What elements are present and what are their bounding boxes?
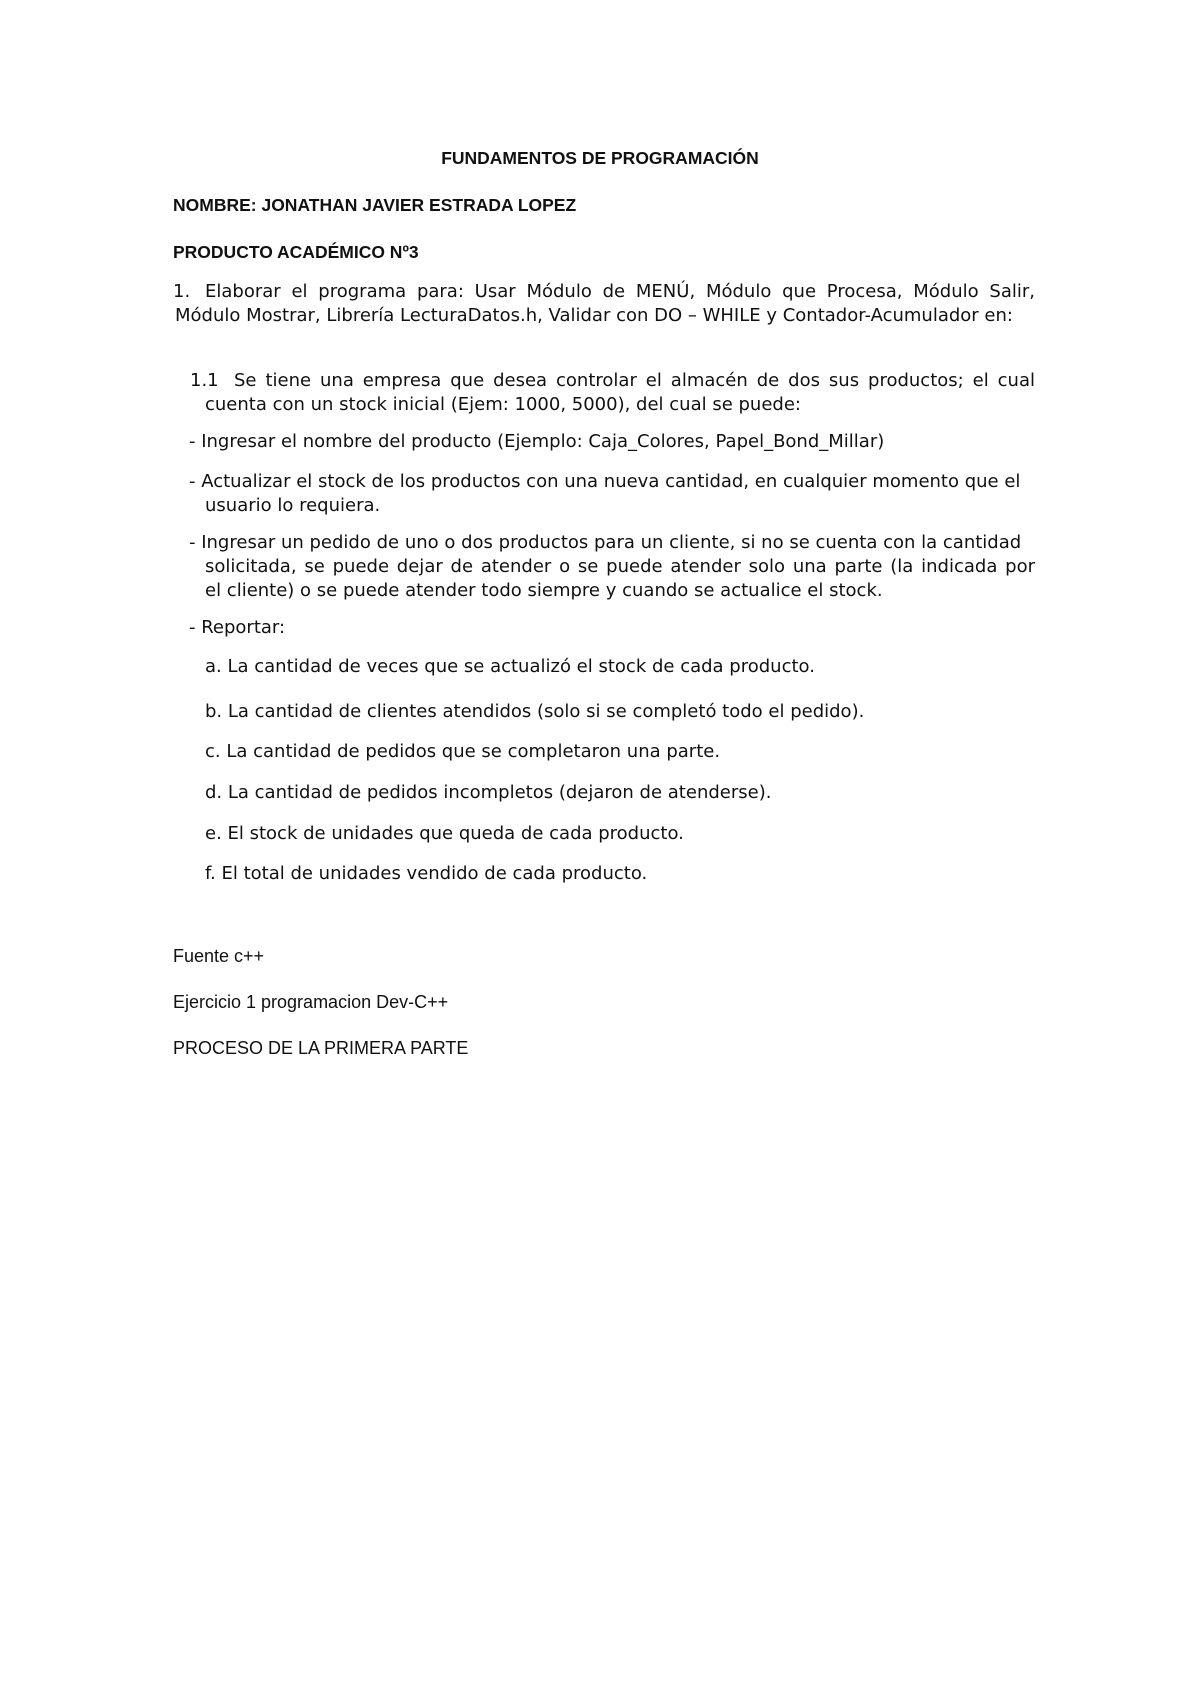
bullet-pedido-justified — [205, 555, 1035, 579]
report-item-f: f. El total de unidades vendido de cada producto. — [205, 863, 648, 884]
item-1-1-line-1: Se tiene una empresa que desea controlar el almacén de dos sus productos; el cual — [234, 370, 1035, 391]
item-1-text — [205, 280, 1035, 304]
product-heading: PRODUCTO ACADÉMICO Nº3 — [173, 242, 419, 262]
item-1-1-line-2: cuenta con un stock inicial (Ejem: 1000, 5000), del cual se puede: — [205, 394, 801, 415]
item-1-line-2: Módulo Mostrar, Librería LecturaDatos.h, Validar con DO – WHILE y Contador-Acumulador en: — [175, 305, 1013, 326]
report-item-c: c. La cantidad de pedidos que se completaron una parte. — [205, 741, 721, 762]
bullet-ingresar-nombre: - Ingresar el nombre del producto (Ejemplo: Caja_Colores, Papel_Bond_Millar) — [189, 431, 885, 452]
bullet-pedido-line-1: - Ingresar un pedido de uno o dos productos para un cliente, si no se cuenta con la cantidad — [189, 532, 1022, 553]
report-item-e: e. El stock de unidades que queda de cada producto. — [205, 823, 684, 844]
bullet-pedido-line-3: el cliente) o se puede atender todo siempre y cuando se actualice el stock. — [205, 580, 883, 601]
bullet-reportar: - Reportar: — [189, 617, 286, 638]
footer-fuente: Fuente c++ — [173, 946, 265, 966]
student-name: NOMBRE: JONATHAN JAVIER ESTRADA LOPEZ — [173, 195, 577, 215]
bullet-pedido-line-2: solicitada, se puede dejar de atender o se puede atender solo una parte (la indicada por — [205, 556, 1035, 577]
bullet-actualizar-line-1: - Actualizar el stock de los productos con una nueva cantidad, en cualquier momento que el — [189, 471, 1021, 492]
item-1-line-1: Elaborar el programa para: Usar Módulo de MENÚ, Módulo que Procesa, Módulo Salir, — [205, 281, 1035, 302]
bullet-actualizar-line-2: usuario lo requiera. — [205, 495, 381, 516]
report-item-b: b. La cantidad de clientes atendidos (solo si se completó todo el pedido). — [205, 701, 865, 722]
report-item-d: d. La cantidad de pedidos incompletos (dejaron de atenderse). — [205, 782, 772, 803]
item-1-number: 1. — [173, 281, 191, 302]
report-item-a: a. La cantidad de veces que se actualizó el stock de cada producto. — [205, 656, 815, 677]
item-1-1-text — [234, 369, 1035, 393]
document-title: FUNDAMENTOS DE PROGRAMACIÓN — [441, 148, 759, 168]
item-1-1-number: 1.1 — [190, 370, 219, 391]
footer-ejercicio: Ejercicio 1 programacion Dev-C++ — [173, 992, 449, 1012]
footer-proceso: PROCESO DE LA PRIMERA PARTE — [173, 1038, 469, 1058]
